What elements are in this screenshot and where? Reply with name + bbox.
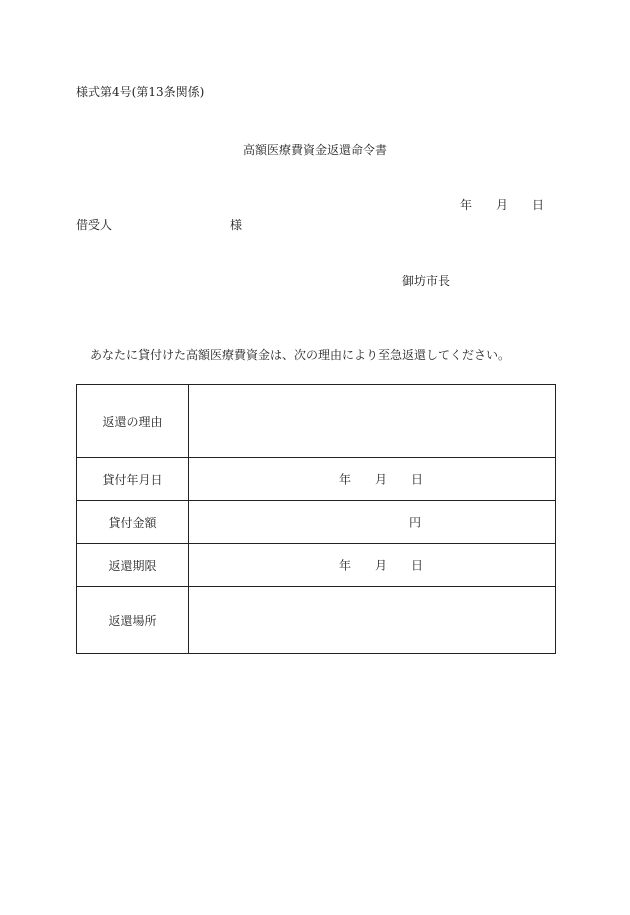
issuer-name: 御坊市長 bbox=[402, 274, 451, 288]
table-row bbox=[77, 543, 555, 586]
deadline-month: 月 bbox=[375, 558, 388, 573]
deadline-label: 返還期限 bbox=[77, 544, 189, 586]
borrower-label: 借受人 bbox=[76, 218, 113, 232]
loan-amount-label: 貸付金額 bbox=[77, 501, 189, 543]
issue-date bbox=[460, 198, 544, 212]
loan-amount-value bbox=[189, 501, 555, 543]
body-text: あなたに貸付けた高額医療費資金は、次の理由により至急返還してください。 bbox=[90, 348, 511, 362]
reason-label: 返還の理由 bbox=[77, 385, 189, 457]
borrower-honorific: 様 bbox=[230, 218, 243, 232]
deadline-value bbox=[189, 544, 555, 586]
loan-date-value bbox=[189, 458, 555, 500]
loan-date-label: 貸付年月日 bbox=[77, 458, 189, 500]
loan-amount-unit: 円 bbox=[409, 515, 422, 530]
deadline-year: 年 bbox=[339, 558, 352, 573]
loan-date-year: 年 bbox=[339, 472, 352, 487]
repayment-table bbox=[76, 384, 556, 654]
issue-date-year: 年 bbox=[460, 198, 473, 212]
table-row bbox=[77, 586, 555, 653]
table-row bbox=[77, 385, 555, 457]
table-row bbox=[77, 500, 555, 543]
reason-value bbox=[189, 385, 555, 457]
repayment-place-value bbox=[189, 587, 555, 653]
issue-date-month: 月 bbox=[496, 198, 509, 212]
deadline-day: 日 bbox=[411, 558, 424, 573]
document-title: 高額医療費資金返還命令書 bbox=[242, 143, 387, 157]
repayment-place-label: 返還場所 bbox=[77, 587, 189, 653]
issue-date-day: 日 bbox=[532, 198, 545, 212]
table-row bbox=[77, 457, 555, 500]
loan-date-day: 日 bbox=[411, 472, 424, 487]
loan-date-month: 月 bbox=[375, 472, 388, 487]
form-number: 様式第4号(第13条関係) bbox=[76, 85, 205, 99]
